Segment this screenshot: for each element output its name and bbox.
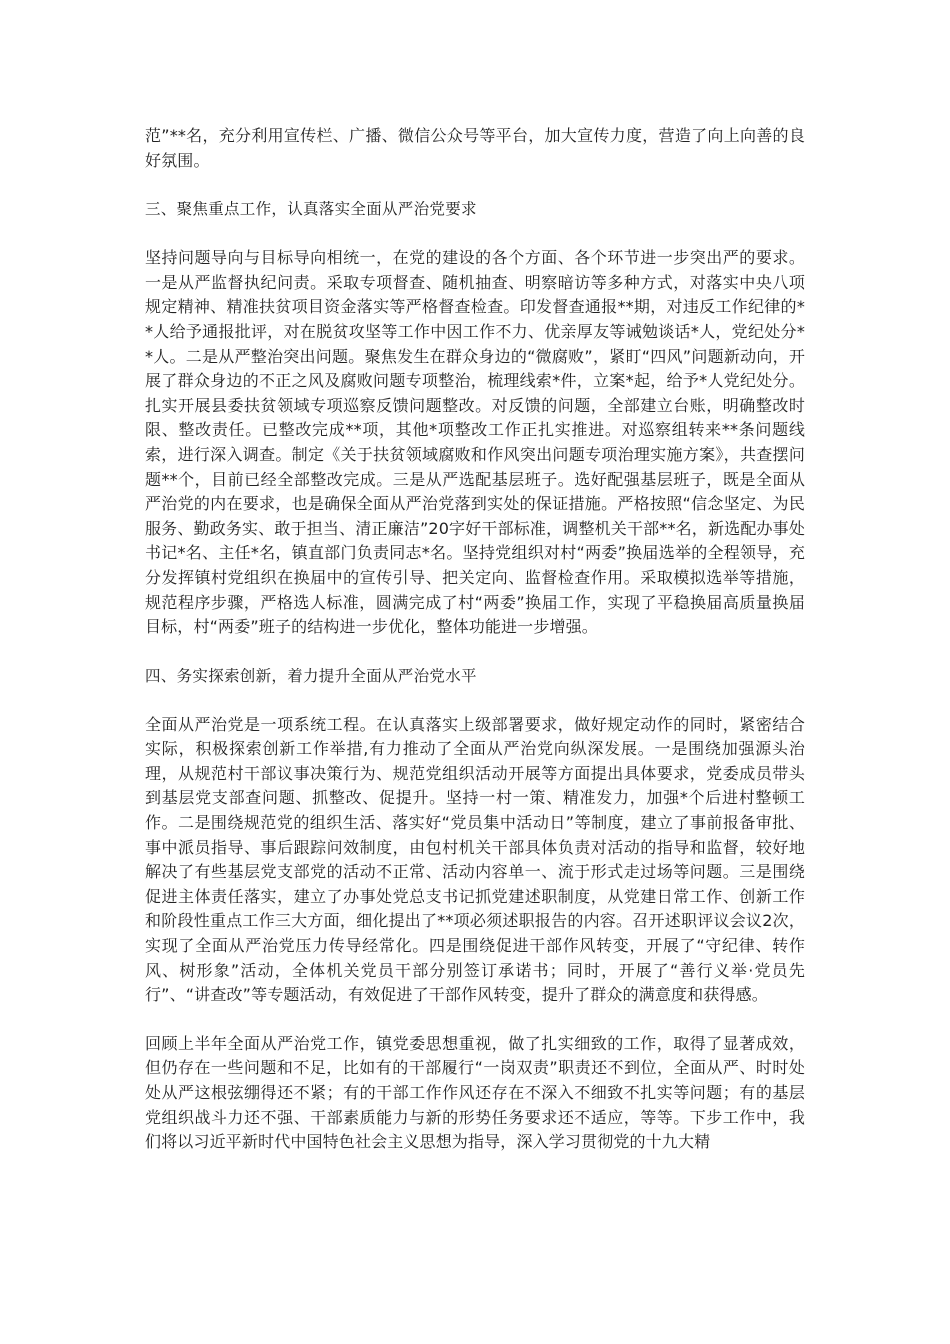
paragraph-review: 回顾上半年全面从严治党工作，镇党委思想重视，做了扎实细致的工作，取得了显著成效，但仍存在一些问题和不足，比如有的干部履行“一岗双责”职责还不到位，全面从严、时时处处从严这根弦绷得还不紧；有的干部工作作风还存在不深入不细致不扎实等问题；有的基层党组织战斗力还不强、干部素质能力与新的形势任务要求还不适应，等等。下步工作中，我们将以习近平新时代中国特色社会主义思想为指导，深入学习贯彻党的十九大精 <box>145 1033 805 1152</box>
paragraph-section-3: 坚持问题导向与目标导向相统一，在党的建设的各个方面、各个环节进一步突出严的要求。一是从严监督执纪问责。采取专项督查、随机抽查、明察暗访等多种方式，对落实中央八项规定精神、精准扶贫项目资金落实等严格督查检查。印发督查通报**期，对违反工作纪律的**人给予通报批评，对在脱贫攻坚等工作中因工作不力、优亲厚友等诫勉谈话*人，党纪处分**人。二是从严整治突出问题。聚焦发生在群众身边的“微腐败”，紧盯“四风”问题新动向，开展了群众身边的不正之风及腐败问题专项整治，梳理线索*件，立案*起，给予*人党纪处分。扎实开展县委扶贫领域专项巡察反馈问题整改。对反馈的问题，全部建立台账，明确整改时限、整改责任。已整改完成**项，其他*项整改工作正扎实推进。对巡察组转来**条问题线索，进行深入调查。制定《关于扶贫领域腐败和作风突出问题专项治理实施方案》，共查摆问题**个，目前已经全部整改完成。三是从严选配基层班子。选好配强基层班子，既是全面从严治党的内在要求，也是确保全面从严治党落到实处的保证措施。严格按照“信念坚定、为民服务、勤政务实、敢于担当、清正廉洁”20字好干部标准，调整机关干部**名，新选配办事处书记*名、主任*名，镇直部门负责同志*名。坚持党组织对村“两委”换届选举的全程领导，充分发挥镇村党组织在换届中的宣传引导、把关定向、监督检查作用。采取模拟选举等措施，规范程序步骤，严格选人标准，圆满完成了村“两委”换届工作，实现了平稳换届高质量换届目标，村“两委”班子的结构进一步优化，整体功能进一步增强。 <box>145 248 805 637</box>
paragraph-intro-tail: 范”**名，充分利用宣传栏、广播、微信公众号等平台，加大宣传力度，营造了向上向善的良好氛围。 <box>145 126 805 170</box>
paragraph-gap <box>145 640 805 664</box>
section-heading-4: 四、务实探索创新，着力提升全面从严治党水平 <box>145 666 477 685</box>
section-heading-3: 三、聚焦重点工作，认真落实全面从严治党要求 <box>145 200 477 219</box>
heading-gap <box>145 688 805 713</box>
paragraph-section-4: 全面从严治党是一项系统工程。在认真落实上级部署要求，做好规定动作的同时，紧密结合实际，积极探索创新工作举措,有力推动了全面从严治党向纵深发展。一是围绕加强源头治理，从规范村干部议事决策行为、规范党组织活动开展等方面提出具体要求，党委成员带头到基层党支部查问题、抓整改、促提升。坚持一村一策、精准发力，加强*个后进村整顿工作。二是围绕规范党的组织生活、落实好“党员集中活动日”等制度，建立了事前报备审批、事中派员指导、事后跟踪问效制度，由包村机关干部具体负责对活动的指导和监督，较好地解决了有些基层党支部党的活动不正常、活动内容单一、流于形式走过场等问题。三是围绕促进主体责任落实，建立了办事处党总支书记抓党建述职制度，从党建日常工作、创新工作和阶段性重点工作三大方面，细化提出了**项必须述职报告的内容。召开述职评议会议2次，实现了全面从严治党压力传导经常化。四是围绕促进干部作风转变，开展了“守纪律、转作风、树形象”活动，全体机关党员干部分别签订承诺书；同时，开展了“善行义举·党员先行”、“讲查改”等专题活动，有效促进了干部作风转变，提升了群众的满意度和获得感。 <box>145 714 805 1005</box>
paragraph-gap <box>145 1008 805 1032</box>
document-page <box>145 124 805 1155</box>
heading-gap <box>145 221 805 246</box>
paragraph-gap <box>145 173 805 197</box>
